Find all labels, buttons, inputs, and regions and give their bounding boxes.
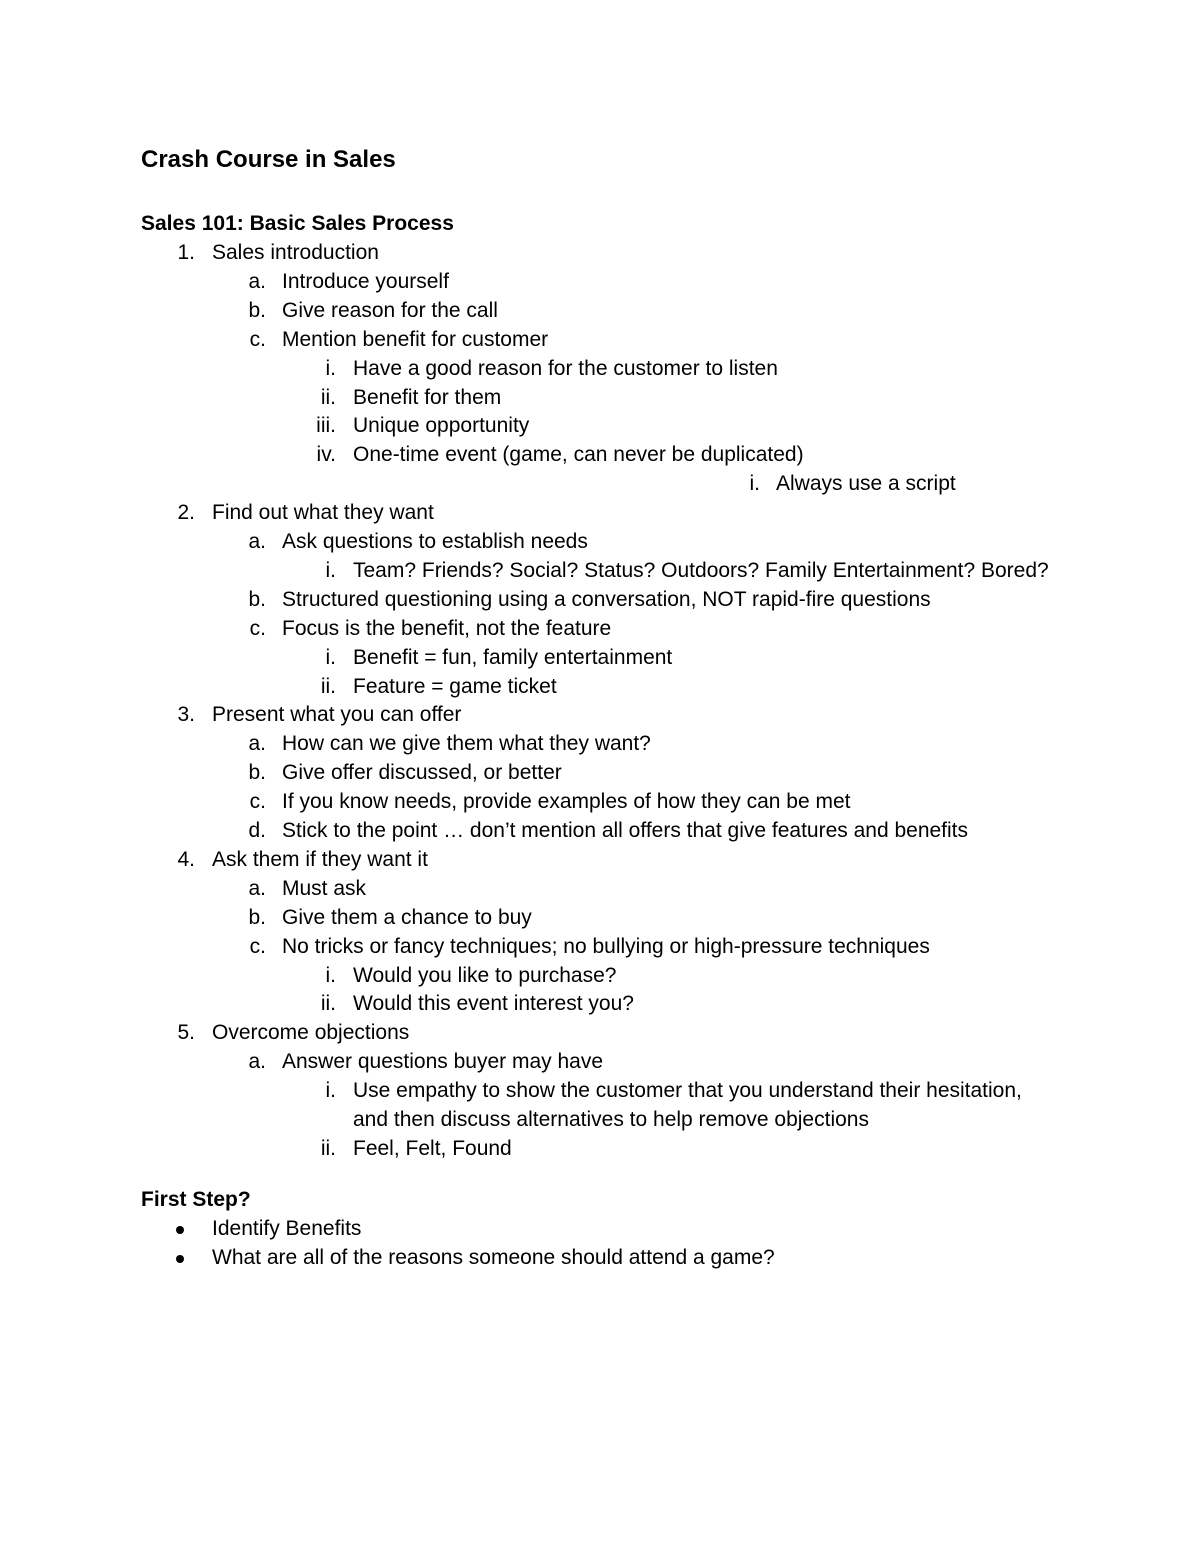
bullet-item-text: Identify Benefits: [212, 1217, 362, 1240]
outline-item-marker: 5.: [177, 1021, 195, 1045]
bullet-item: [0, 1215, 1200, 1243]
outline-item: [0, 268, 1200, 296]
outline-item-marker: a.: [248, 530, 266, 553]
outline-item-marker: ii.: [320, 385, 336, 409]
outline-item-text: Give them a chance to buy: [282, 905, 532, 929]
outline-item-marker: c.: [249, 327, 266, 351]
outline-item: [0, 701, 1200, 729]
outline-item: [0, 615, 1200, 643]
outline-item: [0, 239, 1200, 267]
document-title: Crash Course in Sales: [141, 146, 396, 173]
outline-item-text: Ask questions to establish needs: [282, 530, 588, 553]
outline-item-text: Give reason for the call: [282, 298, 498, 322]
outline-item-marker: ii.: [320, 674, 336, 698]
outline-item-text: Introduce yourself: [282, 269, 449, 293]
outline-item: [0, 1077, 1200, 1105]
outline-item: [0, 730, 1200, 758]
outline-item-text: Focus is the benefit, not the feature: [282, 616, 612, 640]
outline-item-marker: ii.: [320, 992, 336, 1016]
outline-item-text: Feel, Felt, Found: [353, 1136, 512, 1160]
outline-item: [0, 326, 1200, 354]
outline-item-text: and then discuss alternatives to help remove objections: [353, 1108, 869, 1131]
bullet-dot-icon: [176, 1255, 184, 1263]
outline-item-text: Ask them if they want it: [212, 847, 428, 871]
outline-item-text: Mention benefit for customer: [282, 327, 549, 351]
outline-item-marker: i.: [325, 1079, 336, 1103]
outline-item-text: Use empathy to show the customer that you understand their hesitation,: [353, 1079, 1022, 1103]
outline-item-text: Give offer discussed, or better: [282, 761, 562, 785]
outline-item-text: Would this event interest you?: [353, 992, 634, 1016]
outline-item: [0, 1135, 1200, 1163]
outline-item-text: Find out what they want: [212, 501, 434, 525]
outline-item: [0, 1019, 1200, 1047]
outline-item-marker: 4.: [177, 847, 195, 871]
outline-item: [0, 788, 1200, 816]
outline-item-text: Unique opportunity: [353, 414, 530, 438]
section-heading-first-step: First Step?: [141, 1188, 251, 1211]
bullet-item-text: What are all of the reasons someone should attend a game?: [212, 1246, 775, 1269]
outline-item: [0, 673, 1200, 701]
outline-item: [0, 384, 1200, 412]
outline-item: [0, 499, 1200, 527]
outline-item-marker: iii.: [316, 414, 336, 438]
outline-item-text: Benefit = fun, family entertainment: [353, 645, 673, 669]
outline-item-text: Present what you can offer: [212, 703, 462, 727]
outline-item-marker: i.: [325, 645, 336, 669]
outline-item: [0, 297, 1200, 325]
outline-item-marker: c.: [249, 934, 266, 958]
outline-item-marker: b.: [248, 905, 266, 929]
outline-item-marker: i.: [325, 558, 336, 582]
outline-item: [0, 875, 1200, 903]
outline-item: [0, 644, 1200, 672]
outline-item-text: Sales introduction: [212, 241, 379, 264]
outline-item-marker: c.: [249, 790, 266, 814]
outline-item: [0, 528, 1200, 556]
outline-item-marker: a.: [248, 876, 266, 900]
outline-item-text: Benefit for them: [353, 385, 502, 409]
outline-item: [0, 355, 1200, 383]
outline-item-text: If you know needs, provide examples of how they can be met: [282, 790, 851, 814]
outline-item-text: Answer questions buyer may have: [282, 1050, 603, 1074]
outline-item-marker: b.: [248, 587, 266, 611]
outline-item-marker: 3.: [177, 703, 195, 727]
outline-item-text: Structured questioning using a conversation, NOT rapid-fire questions: [282, 587, 931, 611]
outline-item: [0, 990, 1200, 1018]
outline-item-marker: a.: [248, 1050, 266, 1074]
outline-item: [0, 962, 1200, 990]
bullet-item: [0, 1244, 1200, 1272]
outline-item: [0, 846, 1200, 874]
outline-item-text: Have a good reason for the customer to listen: [353, 356, 778, 380]
outline-item: [0, 904, 1200, 932]
outline-item-text: Overcome objections: [212, 1021, 410, 1045]
outline-item-text: Must ask: [282, 876, 367, 900]
outline-item: [0, 1106, 1200, 1134]
outline-item-marker: 1.: [177, 241, 195, 264]
outline-item-marker: a.: [248, 732, 266, 756]
outline-item-text: Feature = game ticket: [353, 674, 557, 698]
outline-item: [0, 412, 1200, 440]
outline-item-text: Stick to the point … don’t mention all offers that give features and benefits: [282, 819, 969, 842]
section-heading-sales-101: Sales 101: Basic Sales Process: [141, 212, 454, 235]
outline-item: [0, 557, 1200, 585]
outline-item-marker: c.: [249, 616, 266, 640]
outline-item: [0, 817, 1200, 845]
outline-item-marker: ii.: [320, 1136, 336, 1160]
outline-item-marker: iv.: [316, 443, 336, 467]
outline-item-marker: i.: [325, 356, 336, 380]
outline-item: [0, 441, 1200, 469]
outline-item-marker: b.: [248, 298, 266, 322]
outline-item: [0, 933, 1200, 961]
outline-item-marker: b.: [248, 761, 266, 785]
outline-item-text: Would you like to purchase?: [353, 963, 617, 987]
outline-item: [0, 759, 1200, 787]
outline-item-marker: a.: [248, 269, 266, 293]
outline-item-marker: i.: [749, 472, 760, 496]
outline-item-text: One-time event (game, can never be duplicated): [353, 443, 804, 467]
outline-item-marker: i.: [325, 963, 336, 987]
outline-item-text: Always use a script: [776, 472, 956, 496]
outline-item-text: Team? Friends? Social? Status? Outdoors? Family Entertainment? Bored?: [353, 558, 1049, 582]
outline-item: [0, 1048, 1200, 1076]
outline-item: [0, 586, 1200, 614]
outline-item: [0, 470, 1200, 498]
bullet-dot-icon: [176, 1226, 184, 1234]
outline-item-marker: 2.: [177, 501, 195, 525]
outline-item-text: No tricks or fancy techniques; no bullying or high-pressure techniques: [282, 934, 930, 958]
outline-item-marker: d.: [248, 819, 266, 842]
outline-item-text: How can we give them what they want?: [282, 732, 651, 756]
